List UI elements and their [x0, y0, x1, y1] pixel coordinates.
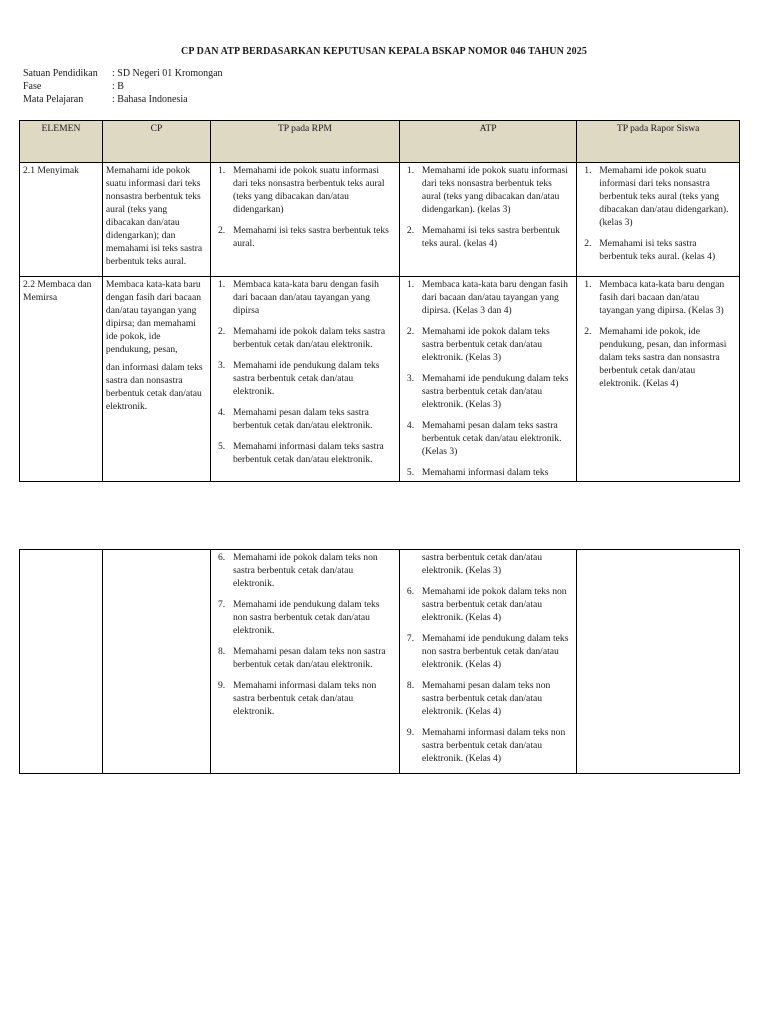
list-item: 1. Memahami ide pokok suatu informasi dari teks nonsastra berbentuk teks aural (teks yang dibacakan dan/atau didengarkan) — [218, 165, 385, 215]
list-item: 8. Memahami pesan dalam teks non sastra berbentuk cetak dan/atau elektronik. (Kelas 4) — [406, 680, 551, 717]
cp-text: Membaca kata-kata baru dengan fasih dari bacaan dan/atau tayangan yang dipirsa; dan memahami ide pokok, ide pendukung, pesan, — [105, 279, 201, 355]
list-item: 1. Membaca kata-kata baru dengan fasih dari bacaan dan/atau tayangan yang dipirsa. (Kelas 3 dan 4) — [406, 279, 568, 316]
list-item: 4. Memahami pesan dalam teks sastra berbentuk cetak dan/atau elektronik. — [218, 407, 373, 431]
meta-row-fase — [23, 80, 223, 93]
document-meta — [23, 67, 223, 106]
document-title: CP DAN ATP BERDASARKAN KEPUTUSAN KEPALA BSKAP NOMOR 046 TAHUN 2025 — [181, 46, 587, 57]
atp-list — [403, 278, 573, 479]
list-item: 2. Memahami isi teks sastra berbentuk teks aural. (kelas 4) — [406, 225, 560, 249]
list-item: 9. Memahami informasi dalam teks non sastra berbentuk cetak dan/atau elektronik. (Kelas 4) — [406, 727, 566, 764]
tp-rapor-list — [580, 278, 736, 390]
list-item: 2. Memahami isi teks sastra berbentuk teks aural. — [218, 225, 389, 249]
header-cp: CP — [102, 121, 210, 163]
meta-row-satuan — [23, 67, 223, 80]
list-item: 5. Memahami informasi dalam teks sastra berbentuk cetak dan/atau elektronik. — [218, 441, 384, 465]
header-tp-rapor: TP pada Rapor Siswa — [577, 121, 740, 163]
cp-text: Memahami ide pokok suatu informasi dari teks nonsastra berbentuk teks aural (teks yang dibacakan dan/atau didengarkan); dan memahami isi teks sastra berbentuk teks aural. — [105, 165, 203, 267]
list-item: 6. Memahami ide pokok dalam teks non sastra berbentuk cetak dan/atau elektronik. — [218, 552, 378, 589]
list-item: 1. Memahami ide pokok suatu informasi dari teks nonsastra berbentuk teks aural (teks yang dibacakan dan/atau didengarkan). (kelas 3) — [406, 165, 568, 215]
meta-value: : Bahasa Indonesia — [112, 94, 188, 105]
tp-rpm-list — [214, 551, 396, 718]
tp-rpm-list — [214, 278, 396, 466]
list-item: 4. Memahami pesan dalam teks sastra berbentuk cetak dan/atau elektronik. (Kelas 3) — [406, 420, 562, 457]
meta-label: Mata Pelajaran — [23, 94, 84, 105]
elemen-cell: 2.1 Menyimak — [20, 163, 103, 277]
atp-list — [403, 164, 573, 250]
list-item-continued: sastra berbentuk cetak dan/atau elektronik. (Kelas 3) — [421, 552, 543, 576]
cp-atp-table-continued — [19, 549, 740, 774]
list-item: 7. Memahami ide pendukung dalam teks non sastra berbentuk cetak dan/atau elektronik. — [218, 599, 380, 636]
cp-cell — [102, 163, 210, 277]
tp-rpm-cell — [211, 550, 400, 774]
list-item: 2. Memahami ide pokok dalam teks sastra berbentuk cetak dan/atau elektronik. — [218, 326, 386, 350]
atp-cell — [399, 550, 576, 774]
meta-row-mapel — [23, 93, 223, 106]
meta-label: Satuan Pendidikan — [23, 68, 98, 79]
table-row — [20, 550, 740, 774]
list-item: 3. Memahami ide pendukung dalam teks sastra berbentuk cetak dan/atau elektronik. — [218, 360, 380, 397]
atp-cell — [399, 163, 576, 277]
header-elemen: ELEMEN — [20, 121, 103, 163]
list-item: 7. Memahami ide pendukung dalam teks non sastra berbentuk cetak dan/atau elektronik. (Kelas 4) — [406, 633, 569, 670]
list-item: 1. Membaca kata-kata baru dengan fasih dari bacaan dan/atau tayangan yang dipirsa — [218, 279, 379, 316]
header-atp: ATP — [399, 121, 576, 163]
list-item: 3. Memahami ide pendukung dalam teks sastra berbentuk cetak dan/atau elektronik. (Kelas 3) — [406, 373, 569, 410]
tp-rapor-cell — [577, 550, 740, 774]
elemen-cell: 2.2 Membaca dan Memirsa — [20, 277, 103, 482]
atp-cell — [399, 277, 576, 482]
tp-rapor-cell — [577, 163, 740, 277]
tp-rpm-list — [214, 164, 396, 250]
list-item: 2. Memahami ide pokok dalam teks sastra berbentuk cetak dan/atau elektronik. (Kelas 3) — [406, 326, 550, 363]
cp-cell — [102, 550, 210, 774]
tp-rapor-cell — [577, 277, 740, 482]
tp-rpm-cell — [211, 277, 400, 482]
list-item: 1. Membaca kata-kata baru dengan fasih dari bacaan dan/atau tayangan yang dipirsa. (Kelas 3) — [584, 279, 725, 316]
meta-value: : SD Negeri 01 Kromongan — [112, 68, 223, 79]
tp-rpm-cell — [211, 163, 400, 277]
meta-label: Fase — [23, 81, 42, 92]
table-row — [20, 163, 740, 277]
cp-cell — [102, 277, 210, 482]
list-item: 1. Memahami ide pokok suatu informasi dari teks nonsastra berbentuk teks aural (teks yang dibacakan dan/atau didengarkan). (kelas 3) — [584, 165, 729, 228]
list-item: 9. Memahami informasi dalam teks non sastra berbentuk cetak dan/atau elektronik. — [218, 680, 377, 717]
table-row — [20, 277, 740, 482]
list-item: 5. Memahami informasi dalam teks — [406, 467, 549, 478]
meta-value: : B — [112, 81, 124, 92]
cp-text: dan informasi dalam teks sastra dan nonsastra berbentuk cetak dan/atau elektronik. — [105, 362, 203, 412]
table-header-row — [20, 121, 740, 163]
elemen-cell — [20, 550, 103, 774]
list-item: 8. Memahami pesan dalam teks non sastra berbentuk cetak dan/atau elektronik. — [218, 646, 386, 670]
list-item: 6. Memahami ide pokok dalam teks non sastra berbentuk cetak dan/atau elektronik. (Kelas 4) — [406, 586, 567, 623]
list-item: 2. Memahami isi teks sastra berbentuk teks aural. (kelas 4) — [584, 238, 716, 262]
list-item: 2. Memahami ide pokok, ide pendukung, pesan, dan informasi dalam teks sastra dan nonsastra berbentuk cetak dan/atau elektronik. (Kelas 4) — [584, 326, 727, 389]
cp-atp-table — [19, 120, 740, 482]
atp-list — [403, 551, 573, 765]
tp-rapor-list — [580, 164, 736, 263]
header-tp-rpm: TP pada RPM — [211, 121, 400, 163]
